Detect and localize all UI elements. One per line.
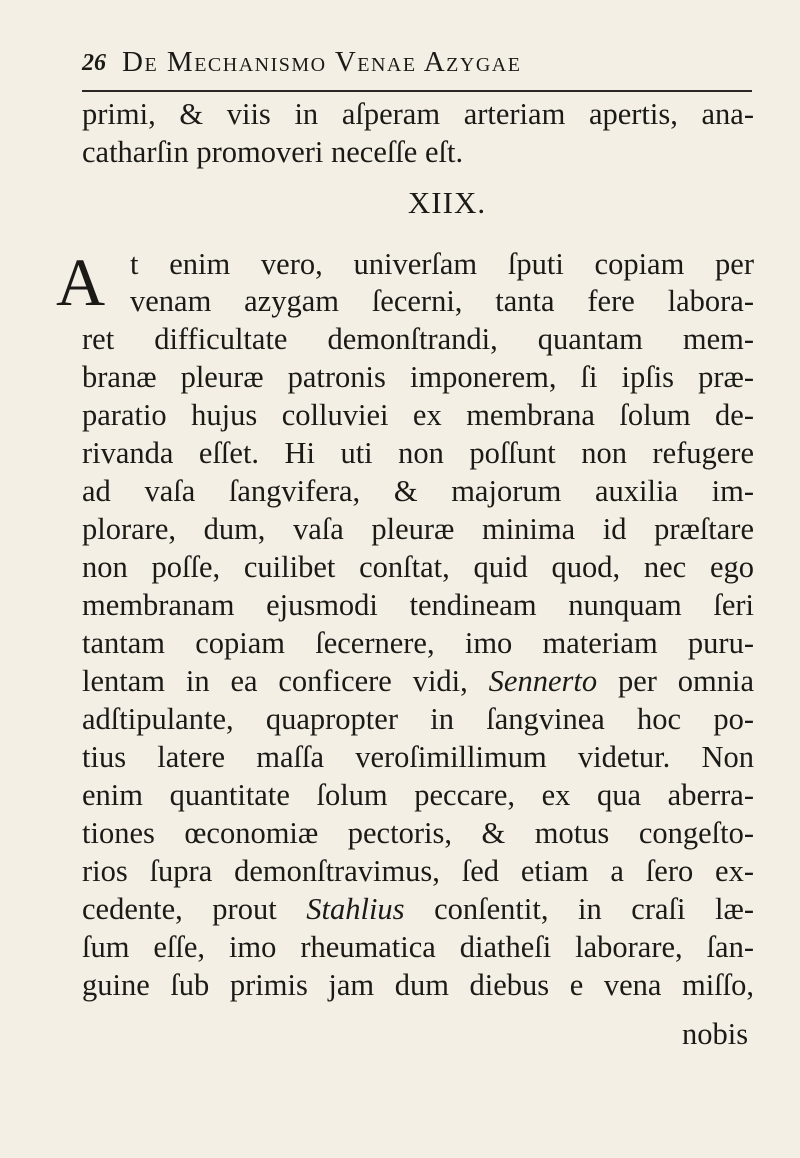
author-name-sennerto: Sennerto [488,664,598,698]
text-line: catharſin promoveri neceſſe eſt. [82,135,464,169]
text-line [82,663,754,699]
text-line: rios ſupra demonſtravimus, ſed etiam a ſero ex- [82,854,754,888]
text-line: guine ſub primis jam dum diebus e vena miſſo, [82,968,754,1002]
catchword: nobis [682,1017,749,1051]
text-fragment: lentam in ea conficere vidi, [82,664,468,698]
section-number: XIIX. [407,185,487,220]
text-line: non poſſe, cuilibet conſtat, quid quod, nec ego [82,550,754,584]
text-line: ſum eſſe, imo rheumatica diatheſi laborare, ſan- [82,930,754,964]
text-line: paratio hujus colluviei ex membrana ſolum de- [82,398,754,432]
text-line: rivanda eſſet. Hi uti non poſſunt non refugere [82,436,754,470]
text-fragment: per omnia [617,664,755,698]
page-number: 26 [82,50,106,76]
text-line: membranam ejusmodi tendineam nunquam ſeri [82,588,754,622]
text-line: t enim vero, univerſam ſputi copiam per [130,247,754,281]
text-line: tantam copiam ſecernere, imo materiam puru- [82,626,754,660]
text-line: venam azygam ſecerni, tanta fere labora- [130,284,754,318]
text-fragment: conſentit, in craſi læ- [434,892,754,926]
text-line: plorare, dum, vaſa pleuræ minima id præſtare [82,512,754,546]
text-line: primi, & viis in aſperam arteriam apertis, ana- [82,97,754,131]
text-line: enim quantitate ſolum peccare, ex qua aberra- [82,778,754,812]
text-line: tius latere maſſa veroſimillimum videtur. Non [82,740,754,774]
text-line: tiones œconomiæ pectoris, & motus congeſto- [82,816,754,850]
text-fragment: cedente, prout [82,892,277,926]
running-head-title: De Mechanismo Venae Azygae [122,46,522,78]
text-line: ret difficultate demonſtrandi, quantam mem- [82,322,754,356]
text-line [82,891,754,927]
author-name-stahlius: Stahlius [306,892,405,926]
running-head [82,46,752,92]
drop-cap: A [56,244,106,320]
text-line: branæ pleuræ patronis imponerem, ſi ipſis præ- [82,360,754,394]
text-line: ad vaſa ſangvifera, & majorum auxilia im- [82,474,754,508]
text-line: adſtipulante, quapropter in ſangvinea hoc po- [82,702,754,736]
